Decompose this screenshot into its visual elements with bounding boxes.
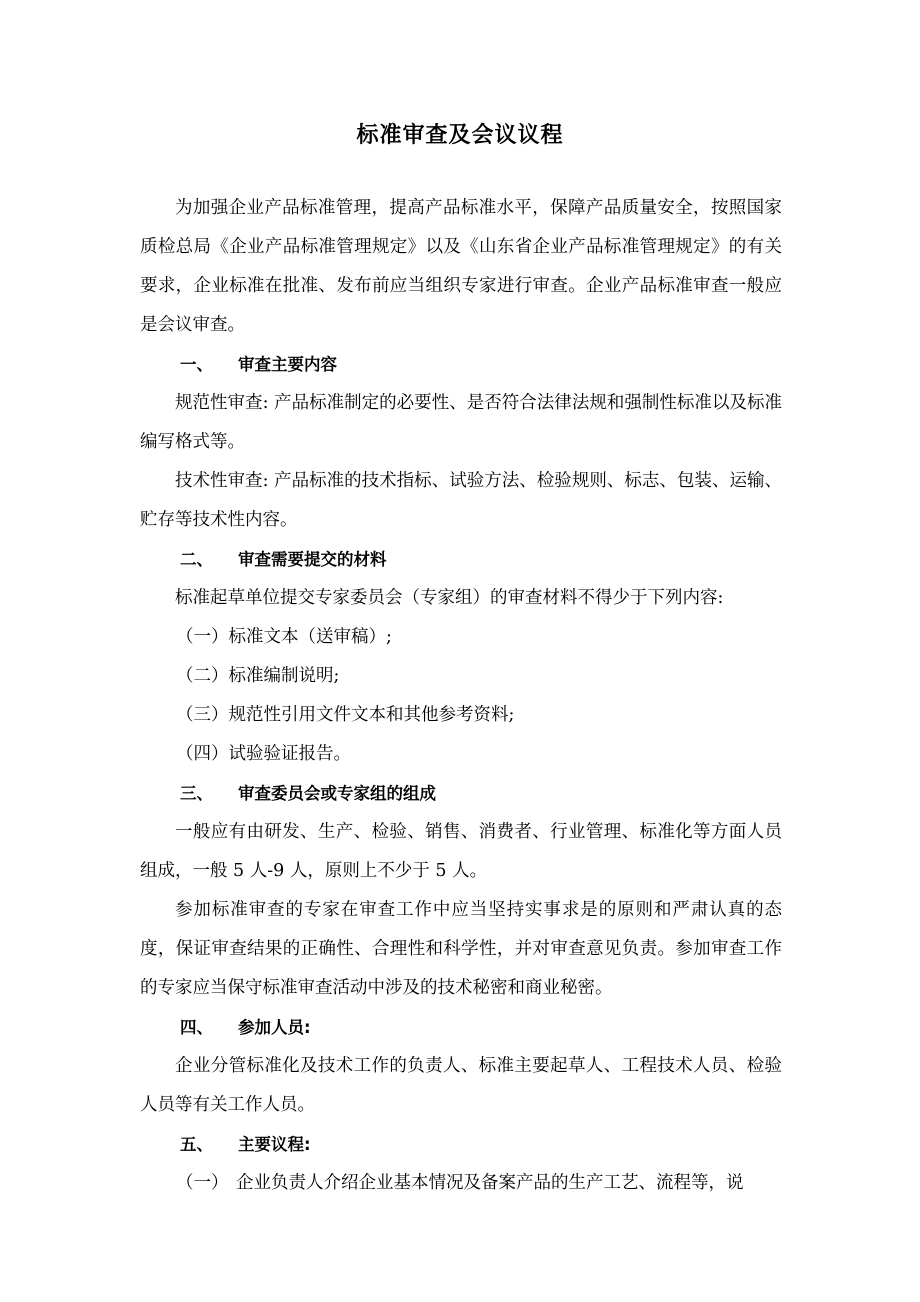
document-title: 标准审查及会议议程 (356, 123, 564, 148)
section-heading-text: 审查主要内容 (238, 355, 337, 374)
section-heading-1 (140, 345, 782, 384)
section-number: 二、 (180, 550, 213, 569)
document-body (140, 189, 782, 1203)
section-heading-text: 审查需要提交的材料 (238, 550, 387, 569)
section-number: 三、 (180, 784, 213, 803)
list-item: （一）标准文本（送审稿）; (176, 627, 392, 647)
intro-paragraph: 为加强企业产品标准管理，提高产品标准水平，保障产品质量安全，按照国家质检总局《企业产品标准管理规定》以及《山东省企业产品标准管理规定》的有关要求，企业标准在批准、发布前应当组织专家进行审查。企业产品标准审查一般应是会议审查。 (140, 198, 782, 335)
paragraph: 参加标准审查的专家在审查工作中应当坚持实事求是的原则和严肃认真的态度，保证审查结果的正确性、合理性和科学性，并对审查意见负责。参加审查工作的专家应当保守标准审查活动中涉及的技术秘密和商业秘密。 (140, 900, 782, 998)
section-heading-text: 审查委员会或专家组的组成 (238, 784, 436, 803)
list-item: （三）规范性引用文件文本和其他参考资料; (176, 705, 515, 725)
section-number: 四、 (180, 1018, 213, 1037)
section-number: 五、 (180, 1135, 213, 1154)
section-heading-text: 参加人员: (238, 1018, 311, 1037)
paragraph: 技术性审查: 产品标准的技术指标、试验方法、检验规则、标志、包装、运输、贮存等技术性内容。 (140, 471, 782, 530)
paragraph: 一般应有由研发、生产、检验、销售、消费者、行业管理、标准化等方面人员组成，一般 5 人-9 人，原则上不少于 5 人。 (140, 822, 782, 881)
agenda-text: 企业负责人介绍企业基本情况及备案产品的生产工艺、流程等，说 (236, 1173, 744, 1193)
section-heading-4 (140, 1008, 782, 1047)
paragraph: 企业分管标准化及技术工作的负责人、标准主要起草人、工程技术人员、检验人员等有关工作人员。 (140, 1056, 782, 1115)
section-number: 一、 (180, 355, 213, 374)
paragraph: 标准起草单位提交专家委员会（专家组）的审查材料不得少于下列内容: (175, 588, 724, 608)
section-heading-3 (140, 774, 782, 813)
agenda-item (140, 1164, 782, 1203)
section-heading-text: 主要议程: (238, 1135, 311, 1154)
paragraph: 规范性审查: 产品标准制定的必要性、是否符合法律法规和强制性标准以及标准编写格式等。 (140, 393, 782, 452)
list-item: （二）标准编制说明; (176, 666, 340, 686)
agenda-number: （一） (176, 1173, 229, 1193)
section-heading-2 (140, 540, 782, 579)
section-heading-5 (140, 1125, 782, 1164)
list-item: （四）试验验证报告。 (176, 744, 351, 764)
